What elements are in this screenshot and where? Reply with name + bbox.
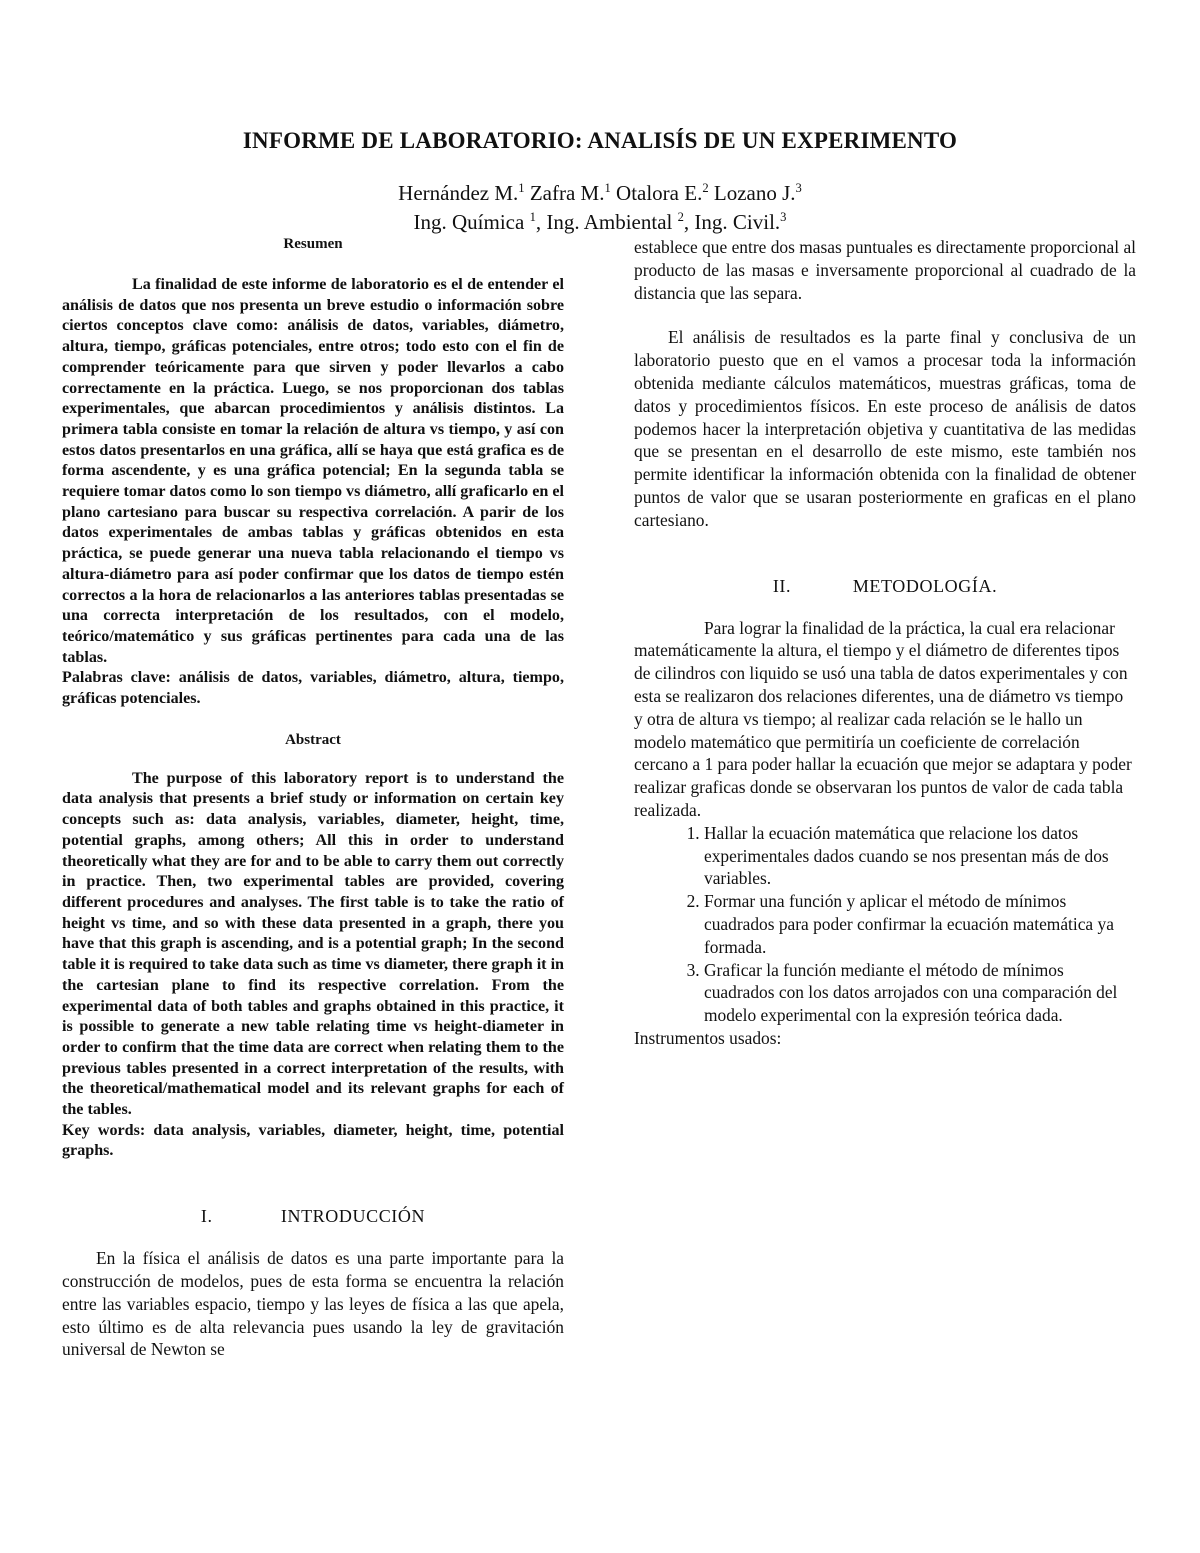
right-column — [634, 236, 1136, 1050]
author-name: Hernández M. — [398, 181, 519, 205]
list-item: 2. Formar una función y aplicar el método de mínimos cuadrados para poder confirmar la ecuación matemática ya formada. — [704, 890, 1136, 958]
intro-paragraph-2: El análisis de resultados es la parte final y conclusiva de un laboratorio puesto que en el vamos a procesar toda la información obtenida mediante cálculos matemáticos, muestras gráficas, toma de datos y procedimientos físicos. En este proceso de análisis de datos podemos hacer la interpretación objetiva y cuantitativa de las medidas que se presentan en el desarrollo de este mismo, este también nos permite identificar la información obtenida con la finalidad de obtener puntos de valor que se usaran posteriormente en graficas en el plano cartesiano. — [634, 327, 1136, 530]
affiliation-sep: , — [535, 210, 547, 234]
author-name: Otalora E. — [616, 181, 703, 205]
paper-title: INFORME DE LABORATORIO: ANALISÍS DE UN EXPERIMENTO — [242, 128, 958, 153]
method-paragraph: Para lograr la finalidad de la práctica, la cual era relacionar matemáticamente la altura, el tiempo y el diámetro de diferentes tipos de cilindros con liquido se usó una tabla de datos experimentales y con esta se realizaron dos relaciones diferentes, una de diámetro vs tiempo y otra de altura vs tiempo; al realizar cada relación se le hallo un modelo matemático que permitiría un coeficiente de correlación cercano a 1 para poder hallar la ecuación que mejor se adaptara y poder realizar graficas donde se observaran los puntos de valor de cada tabla realizada. — [634, 617, 1132, 820]
resumen-text: La finalidad de este informe de laboratorio es el de entender el análisis de datos que nos presenta un breve estudio o información sobre ciertos conceptos clave como: análisis de datos, variables, diámetro, altura, tiempo, gráficas potenciales, entre otros; todo esto con el fin de comprender teóricamente para que sirven y poder llevarlos a cabo correctamente en la práctica. Luego, se nos proporcionan dos tablas experimentales, que abarcan procedimientos y análisis distintos. La primera tabla consiste en tomar la relación de altura vs tiempo, y así con estos datos presentarlos en una gráfica, allí se haya que está grafica es de forma ascendente, y es una gráfica potencial; En la segunda tabla se requiere tomar datos como lo son tiempo vs diámetro, allí graficarlo en el plano cartesiano para buscar su respectiva correlación. A parir de los datos experimentales de ambas tablas y gráficas obtenidos en esta práctica, se puede generar una nueva tabla relacionando el tiempo vs altura-diámetro para así poder confirmar que los datos de tiempo estén correctos a la hora de relacionarlos a las anteriores tablas presentadas se una correcta interpretación de los resultados, con el modelo, teórico/matemático y sus gráficas pertinentes para cada una de las tablas. — [62, 276, 564, 666]
method-section-heading — [634, 576, 1136, 597]
author-list — [0, 181, 1200, 206]
resumen-heading: Resumen — [283, 236, 343, 252]
resumen-keywords: Palabras clave: análisis de datos, variables, diámetro, altura, tiempo, gráficas potenciales. — [62, 669, 564, 708]
intro-section-number: I. — [200, 1206, 213, 1227]
author-sup: 2 — [702, 181, 709, 195]
abstract-keywords: Key words: data analysis, variables, diameter, height, time, potential graphs. — [62, 1121, 564, 1160]
author-sup: 1 — [518, 181, 525, 195]
affiliation-sep: , — [683, 210, 695, 234]
method-section-number: II. — [772, 575, 792, 596]
intro-section-heading — [62, 1206, 564, 1227]
abstract-heading: Abstract — [285, 731, 341, 748]
author-name: Lozano J. — [713, 181, 796, 205]
affiliation-name: Ing. Química — [413, 210, 530, 234]
list-item: 1. Hallar la ecuación matemática que relacione los datos experimentales dados cuando se nos presentan más de dos variables. — [704, 822, 1136, 890]
intro-paragraph-1-continued: establece que entre dos masas puntuales es directamente proporcional al producto de las masas e inversamente proporcional al cuadrado de la distancia que las separa. — [634, 237, 1136, 303]
author-name: Zafra M. — [529, 181, 605, 205]
affiliation-sup: 1 — [529, 210, 536, 224]
method-section-title: METODOLOGÍA. — [852, 575, 998, 596]
method-objectives-list — [634, 822, 1136, 1027]
instruments-label: Instrumentos usados: — [634, 1027, 782, 1048]
affiliation-list — [0, 210, 1200, 235]
affiliation-name: Ing. Civil. — [694, 210, 781, 234]
affiliation-name: Ing. Ambiental — [546, 210, 678, 234]
intro-paragraph-1: En la física el análisis de datos es una parte importante para la construcción de modelos, pues de esta forma se encuentra la relación entre las variables espacio, tiempo y las leyes de física a las que apela, esto último es de alta relevancia pues usando la ley de gravitación universal de Newton se — [62, 1248, 564, 1360]
intro-section-title: INTRODUCCIÓN — [280, 1206, 426, 1227]
author-sup: 1 — [604, 181, 611, 195]
affiliation-sup: 3 — [780, 210, 787, 224]
left-column — [62, 236, 564, 1361]
affiliation-sup: 2 — [677, 210, 684, 224]
abstract-text: The purpose of this laboratory report is to understand the data analysis that presents a brief study or information on certain key concepts such as: data analysis, variables, diameter, height, time, potential graphs, among others; All this in order to understand theoretically what they are for and to be able to carry them out correctly in practice. Then, two experimental tables are provided, covering different procedures and analyses. The first table is to take the ratio of height vs time, and so with these data presented in a graph, there you have that this graph is ascending, and is a potential graph; In the second table it is required to take data such as time vs diameter, there graph it in the cartesian plane to find its respective correlation. From the experimental data of both tables and graphs obtained in this practice, it is possible to generate a new table relating time vs height-diameter in order to confirm that the time data are correct when relating them to the previous tables presented in a correct interpretation of the results, with the theoretical/mathematical model and its relevant graphs for each of the tables. — [62, 769, 564, 1119]
author-sup: 3 — [795, 181, 802, 195]
list-item: 3. Graficar la función mediante el método de mínimos cuadrados con los datos arrojados con una comparación del modelo experimental con la expresión teórica dada. — [704, 959, 1136, 1027]
